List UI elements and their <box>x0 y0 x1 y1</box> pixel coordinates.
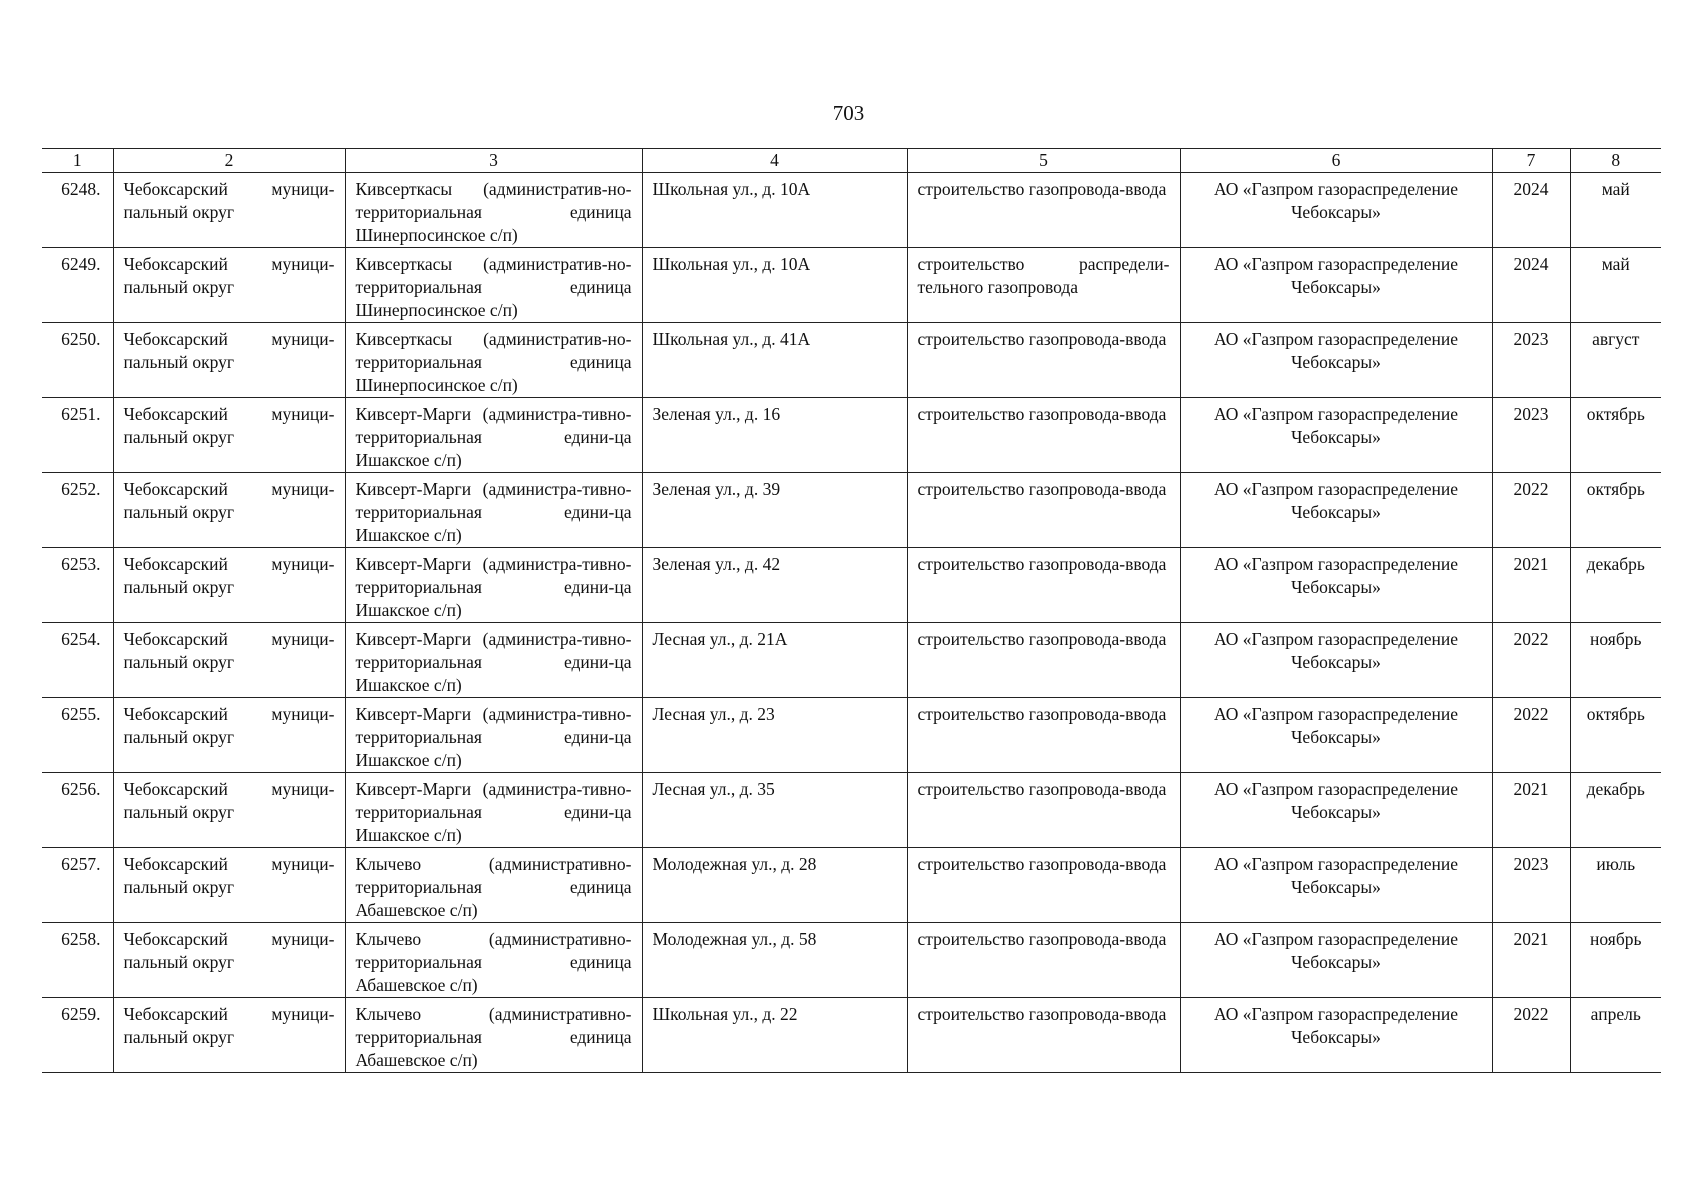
district-cell: Чебоксарский муници-пальный округ <box>113 998 345 1073</box>
month-cell: ноябрь <box>1570 923 1661 998</box>
table-header <box>42 149 1661 173</box>
table-row <box>42 398 1661 473</box>
work-type-cell: строительство газопровода-ввода <box>907 773 1180 848</box>
column-header: 8 <box>1570 149 1661 173</box>
column-header: 3 <box>345 149 642 173</box>
table-row <box>42 698 1661 773</box>
settlement-cell: Клычево (административно-территориальная единица Абашевское с/п) <box>345 998 642 1073</box>
address-cell: Лесная ул., д. 23 <box>642 698 907 773</box>
address-cell: Школьная ул., д. 41А <box>642 323 907 398</box>
row-number: 6251. <box>42 398 113 473</box>
column-header: 1 <box>42 149 113 173</box>
table-row <box>42 173 1661 248</box>
settlement-cell: Кивсерт-Марги (администра-тивно-территориальная едини-ца Ишакское с/п) <box>345 698 642 773</box>
table-row <box>42 548 1661 623</box>
year-cell: 2021 <box>1492 548 1570 623</box>
organization-cell: АО «Газпром газораспределение Чебоксары» <box>1180 623 1492 698</box>
row-number: 6254. <box>42 623 113 698</box>
district-cell: Чебоксарский муници-пальный округ <box>113 848 345 923</box>
month-cell: июль <box>1570 848 1661 923</box>
settlement-cell: Кивсерт-Марги (администра-тивно-территориальная едини-ца Ишакское с/п) <box>345 623 642 698</box>
organization-cell: АО «Газпром газораспределение Чебоксары» <box>1180 848 1492 923</box>
settlement-cell: Кивсерткасы (административ-но-территориальная единица Шинерпосинское с/п) <box>345 323 642 398</box>
address-cell: Лесная ул., д. 35 <box>642 773 907 848</box>
table-row <box>42 998 1661 1073</box>
organization-cell: АО «Газпром газораспределение Чебоксары» <box>1180 698 1492 773</box>
year-cell: 2022 <box>1492 698 1570 773</box>
district-cell: Чебоксарский муници-пальный округ <box>113 623 345 698</box>
table-row <box>42 623 1661 698</box>
column-header: 6 <box>1180 149 1492 173</box>
page-number: 703 <box>832 101 865 125</box>
work-type-cell: строительство газопровода-ввода <box>907 848 1180 923</box>
month-cell: май <box>1570 248 1661 323</box>
district-cell: Чебоксарский муници-пальный округ <box>113 248 345 323</box>
row-number: 6253. <box>42 548 113 623</box>
district-cell: Чебоксарский муници-пальный округ <box>113 398 345 473</box>
row-number: 6250. <box>42 323 113 398</box>
month-cell: октябрь <box>1570 473 1661 548</box>
year-cell: 2022 <box>1492 623 1570 698</box>
settlement-cell: Клычево (административно-территориальная единица Абашевское с/п) <box>345 923 642 998</box>
table-row <box>42 248 1661 323</box>
work-type-cell: строительство газопровода-ввода <box>907 548 1180 623</box>
month-cell: декабрь <box>1570 548 1661 623</box>
organization-cell: АО «Газпром газораспределение Чебоксары» <box>1180 773 1492 848</box>
row-number: 6252. <box>42 473 113 548</box>
table-row <box>42 848 1661 923</box>
address-cell: Зеленая ул., д. 16 <box>642 398 907 473</box>
table-row <box>42 773 1661 848</box>
organization-cell: АО «Газпром газораспределение Чебоксары» <box>1180 548 1492 623</box>
address-cell: Лесная ул., д. 21А <box>642 623 907 698</box>
work-type-cell: строительство газопровода-ввода <box>907 473 1180 548</box>
settlement-cell: Кивсерткасы (административ-но-территориальная единица Шинерпосинское с/п) <box>345 248 642 323</box>
row-number: 6249. <box>42 248 113 323</box>
work-type-cell: строительство газопровода-ввода <box>907 398 1180 473</box>
row-number: 6257. <box>42 848 113 923</box>
address-cell: Школьная ул., д. 10А <box>642 173 907 248</box>
address-cell: Молодежная ул., д. 58 <box>642 923 907 998</box>
district-cell: Чебоксарский муници-пальный округ <box>113 698 345 773</box>
month-cell: апрель <box>1570 998 1661 1073</box>
address-cell: Зеленая ул., д. 42 <box>642 548 907 623</box>
month-cell: октябрь <box>1570 398 1661 473</box>
work-type-cell: строительство газопровода-ввода <box>907 323 1180 398</box>
year-cell: 2023 <box>1492 323 1570 398</box>
organization-cell: АО «Газпром газораспределение Чебоксары» <box>1180 998 1492 1073</box>
year-cell: 2023 <box>1492 398 1570 473</box>
year-cell: 2021 <box>1492 923 1570 998</box>
month-cell: ноябрь <box>1570 623 1661 698</box>
district-cell: Чебоксарский муници-пальный округ <box>113 548 345 623</box>
district-cell: Чебоксарский муници-пальный округ <box>113 173 345 248</box>
district-cell: Чебоксарский муници-пальный округ <box>113 773 345 848</box>
registry-table <box>42 148 1661 1073</box>
address-cell: Молодежная ул., д. 28 <box>642 848 907 923</box>
work-type-cell: строительство газопровода-ввода <box>907 998 1180 1073</box>
work-type-cell: строительство газопровода-ввода <box>907 923 1180 998</box>
row-number: 6258. <box>42 923 113 998</box>
table-row <box>42 473 1661 548</box>
row-number: 6248. <box>42 173 113 248</box>
work-type-cell: строительство газопровода-ввода <box>907 173 1180 248</box>
month-cell: август <box>1570 323 1661 398</box>
column-header: 5 <box>907 149 1180 173</box>
work-type-cell: строительство распредели-тельного газопровода <box>907 248 1180 323</box>
settlement-cell: Кивсерт-Марги (администра-тивно-территориальная едини-ца Ишакское с/п) <box>345 773 642 848</box>
address-cell: Школьная ул., д. 10А <box>642 248 907 323</box>
settlement-cell: Кивсерт-Марги (администра-тивно-территориальная едини-ца Ишакское с/п) <box>345 548 642 623</box>
district-cell: Чебоксарский муници-пальный округ <box>113 473 345 548</box>
table-row <box>42 923 1661 998</box>
settlement-cell: Кивсерткасы (административ-но-территориальная единица Шинерпосинское с/п) <box>345 173 642 248</box>
settlement-cell: Кивсерт-Марги (администра-тивно-территориальная едини-ца Ишакское с/п) <box>345 398 642 473</box>
year-cell: 2022 <box>1492 998 1570 1073</box>
settlement-cell: Кивсерт-Марги (администра-тивно-территориальная едини-ца Ишакское с/п) <box>345 473 642 548</box>
month-cell: октябрь <box>1570 698 1661 773</box>
settlement-cell: Клычево (административно-территориальная единица Абашевское с/п) <box>345 848 642 923</box>
year-cell: 2024 <box>1492 248 1570 323</box>
organization-cell: АО «Газпром газораспределение Чебоксары» <box>1180 173 1492 248</box>
month-cell: май <box>1570 173 1661 248</box>
organization-cell: АО «Газпром газораспределение Чебоксары» <box>1180 248 1492 323</box>
year-cell: 2021 <box>1492 773 1570 848</box>
table-row <box>42 323 1661 398</box>
table-body <box>42 173 1661 1073</box>
address-cell: Зеленая ул., д. 39 <box>642 473 907 548</box>
work-type-cell: строительство газопровода-ввода <box>907 698 1180 773</box>
header-row <box>42 149 1661 173</box>
organization-cell: АО «Газпром газораспределение Чебоксары» <box>1180 323 1492 398</box>
column-header: 2 <box>113 149 345 173</box>
organization-cell: АО «Газпром газораспределение Чебоксары» <box>1180 398 1492 473</box>
row-number: 6255. <box>42 698 113 773</box>
row-number: 6259. <box>42 998 113 1073</box>
organization-cell: АО «Газпром газораспределение Чебоксары» <box>1180 473 1492 548</box>
work-type-cell: строительство газопровода-ввода <box>907 623 1180 698</box>
district-cell: Чебоксарский муници-пальный округ <box>113 323 345 398</box>
district-cell: Чебоксарский муници-пальный округ <box>113 923 345 998</box>
year-cell: 2024 <box>1492 173 1570 248</box>
row-number: 6256. <box>42 773 113 848</box>
column-header: 7 <box>1492 149 1570 173</box>
column-header: 4 <box>642 149 907 173</box>
address-cell: Школьная ул., д. 22 <box>642 998 907 1073</box>
month-cell: декабрь <box>1570 773 1661 848</box>
year-cell: 2022 <box>1492 473 1570 548</box>
organization-cell: АО «Газпром газораспределение Чебоксары» <box>1180 923 1492 998</box>
year-cell: 2023 <box>1492 848 1570 923</box>
